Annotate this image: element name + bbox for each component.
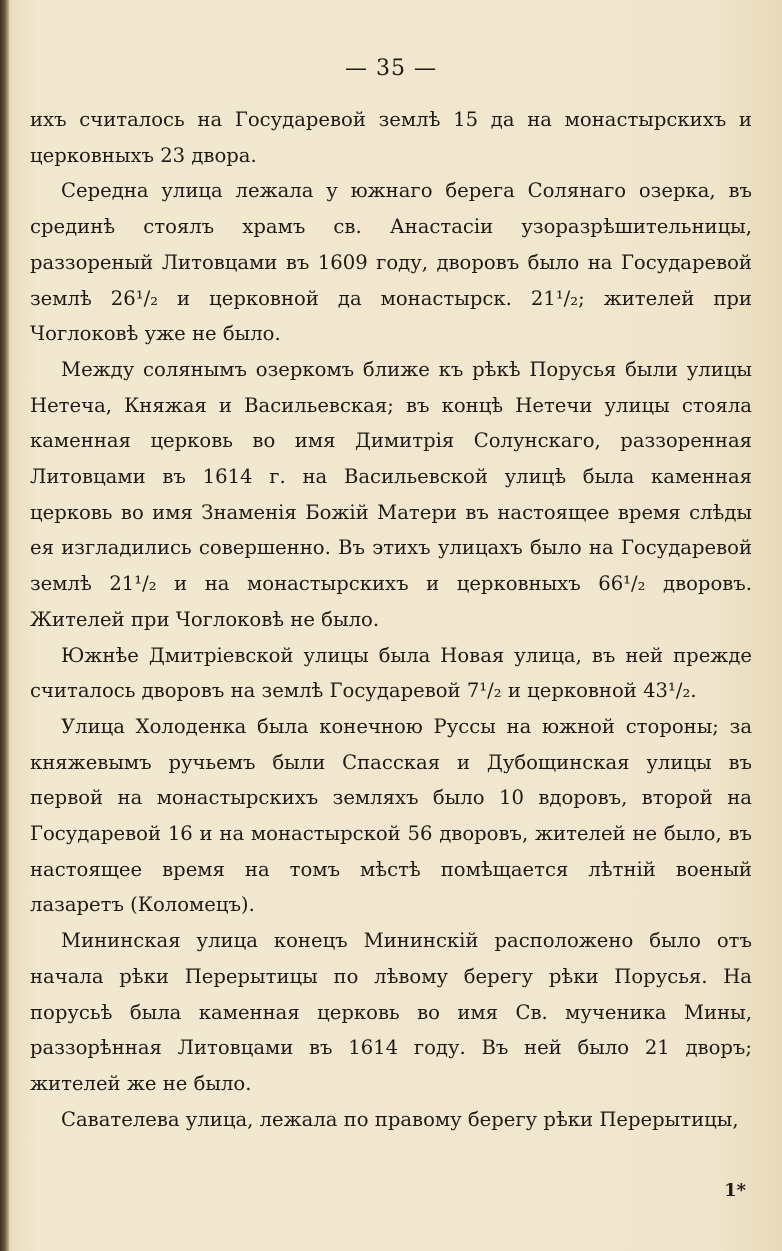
page-text (30, 102, 752, 1137)
paragraph-5: Улица Холоденка была конечною Руссы на южной стороны; за княжевымъ ручьемъ были Спасская и Дубощинская улицы въ первой на монастырскихъ земляхъ было 10 вдоровъ, второй на Государевой 16 и на монастырской 56 дворовъ, жителей не было, въ настоящее время на томъ мѣстѣ помѣщается лѣтній военый лазаретъ (Коломецъ). (30, 714, 752, 917)
paragraph-1: ихъ считалось на Государевой землѣ 15 да на монастырскихъ и церковныхъ 23 двора. (30, 108, 752, 167)
signature-mark: 1* (724, 1180, 746, 1201)
paragraph-4: Южнѣе Дмитріевской улицы была Новая улица, въ ней прежде считалось дворовъ на землѣ Государевой 7¹/₂ и церковной 43¹/₂. (30, 643, 752, 703)
paragraph-7: Савателева улица, лежала по правому берегу рѣки Перерытицы, (61, 1107, 739, 1131)
paragraph-2: Середна улица лежала у южнаго берега Солянаго озерка, въ срединѣ стоялъ храмъ св. Анастасіи узоразрѣшительницы, раззореный Литовцами въ 1609 году, дворовъ было на Государевой землѣ 26¹/₂ и церковной да монастырск. 21¹/₂; жителей при Чоглоковѣ уже не было. (30, 179, 752, 346)
book-spine-shadow (0, 0, 9, 1251)
paragraph-6: Мининская улица конецъ Мининскій расположено было отъ начала рѣки Перерытицы по лѣвому берегу рѣки Порусья. На порусьѣ была каменная церковь во имя Св. мученика Мины, раззорѣнная Литовцами въ 1614 году. Въ ней было 21 дворъ; жителей же не было. (30, 929, 752, 1095)
page-number: — 35 — (345, 56, 437, 81)
paragraph-3: Между солянымъ озеркомъ ближе къ рѣкѣ Порусья были улицы Нетеча, Княжая и Васильевская; въ концѣ Нетечи улицы стояла каменная церковь во имя Димитрія Солунскаго, раззоренная Литовцами въ 1614 г. на Васильевской улицѣ была каменная церковь во имя Знаменія Божій Матери въ настоящее время слѣды ея изгладились совершенно. Въ этихъ улицахъ было на Государевой землѣ 21¹/₂ и на монастырскихъ и церковныхъ 66¹/₂ дворовъ. Жителей при Чоглоковѣ не было. (30, 357, 752, 631)
